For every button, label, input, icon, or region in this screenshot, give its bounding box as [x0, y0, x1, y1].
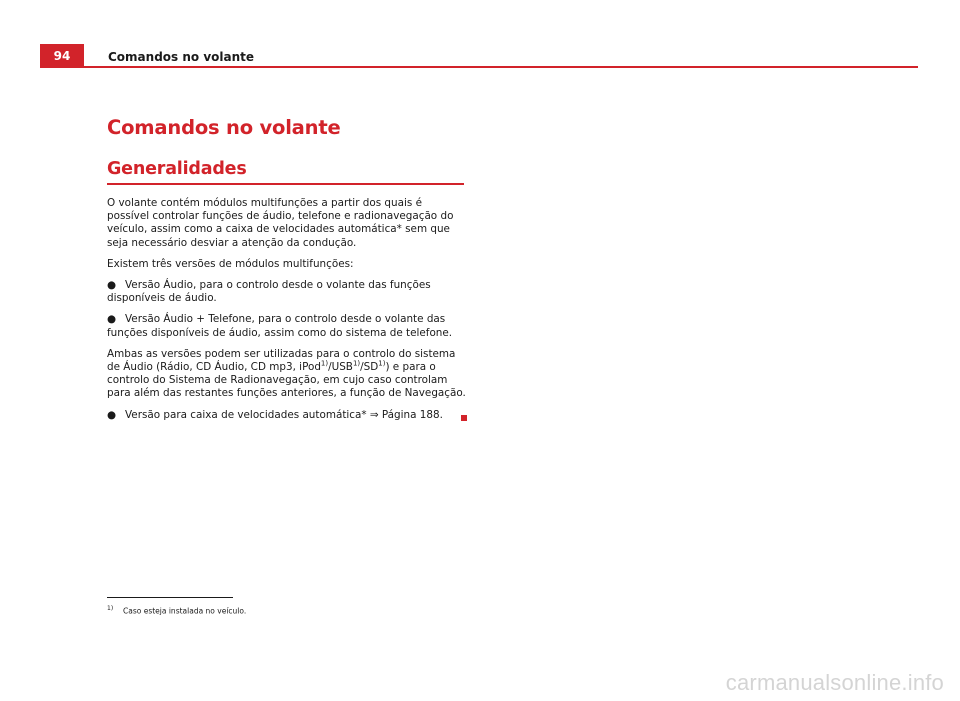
header-divider	[84, 66, 918, 68]
bullet-audio-phone	[107, 313, 467, 339]
footnote-ref: 1)	[352, 359, 361, 368]
versions-lead-paragraph: Existem três versões de módulos multifunções:	[107, 257, 354, 270]
page-title: Comandos no volante	[107, 116, 341, 139]
both-text-part-4: ) e para o controlo do Sistema de Radionavegação, em cujo caso controlam para além das restantes funções anteriores, a função de Navegação.	[107, 361, 466, 400]
footnote-ref: 1)	[320, 359, 329, 368]
bullet-dot-icon: ●	[107, 408, 117, 421]
bullet-dot-icon: ●	[107, 313, 117, 326]
section-subtitle: Generalidades	[107, 159, 247, 179]
page-number-badge: 94	[40, 44, 84, 68]
bullet-audio	[107, 279, 467, 305]
both-text-part-3: /SD	[360, 361, 379, 374]
bullet-dot-icon: ●	[107, 279, 117, 292]
bullet-automatic	[107, 409, 467, 422]
watermark-text: carmanualsonline.info	[725, 670, 944, 695]
footnote-mark: 1)	[107, 605, 114, 612]
both-versions-paragraph	[107, 348, 467, 401]
body-text-column	[107, 197, 467, 430]
bullet-audio-phone-text: Versão Áudio + Telefone, para o controlo desde o volante das funções disponíveis de áudio, assim como do sistema de telefone.	[107, 313, 453, 339]
footnote-divider	[107, 597, 233, 598]
footnote-text: Caso esteja instalada no veículo.	[123, 606, 247, 616]
footnote-ref: 1)	[378, 359, 386, 368]
subtitle-divider	[107, 183, 464, 185]
intro-paragraph: O volante contém módulos multifunções a partir dos quais é possível controlar funções de áudio, telefone e radionavegação do veículo, assim como a caixa de velocidades automática* sem que seja necessário desviar a atenção da condução.	[107, 197, 454, 249]
section-end-square-icon	[461, 415, 467, 421]
both-text-part-1: Ambas as versões podem ser utilizadas para o controlo do sistema de Áudio (Rádio, CD Áudio, CD mp3, iPod	[107, 347, 456, 374]
bullet-audio-text: Versão Áudio, para o controlo desde o volante das funções disponíveis de áudio.	[107, 279, 431, 305]
footnote	[107, 605, 246, 616]
running-header-title: Comandos no volante	[108, 50, 255, 64]
both-text-part-2: /USB	[328, 361, 353, 374]
bullet-automatic-text: Versão para caixa de velocidades automática* ⇒ Página 188.	[125, 408, 443, 421]
